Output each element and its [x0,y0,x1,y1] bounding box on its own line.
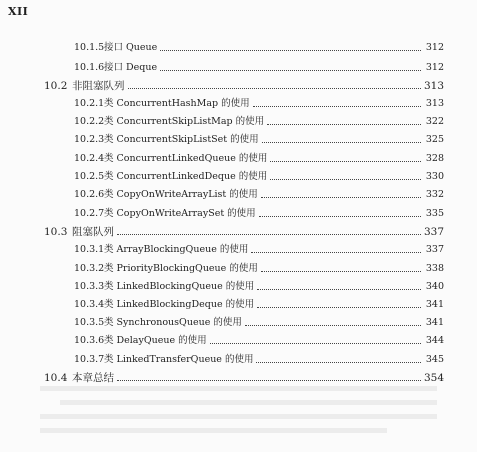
toc-subsection-entry [74,134,444,146]
show-through-line [40,386,437,391]
toc-entry-number: 10.2.6 [74,189,105,200]
toc-subsection-entry [74,171,444,183]
toc-section-entry [44,372,444,384]
toc-entry-page: 341 [425,299,444,310]
dot-leader [270,161,421,162]
dot-leader [259,216,421,217]
toc-subsection-entry [74,42,444,54]
toc-subsection-entry [74,335,444,347]
toc-subsection-entry [74,354,444,366]
page-number: XII [8,5,29,18]
dot-leader [253,106,421,107]
dot-leader [160,70,421,71]
toc-entry-title: 接口 Deque [104,62,158,73]
toc-entry-title: 类 ConcurrentHashMap 的使用 [104,98,250,109]
dot-leader [117,380,421,381]
toc-entry-number: 10.1.5 [74,42,105,53]
toc-entry-number: 10.3 [44,226,68,238]
toc-subsection-entry [74,153,444,165]
toc-entry-number: 10.2.5 [74,171,105,182]
toc-entry-page: 313 [423,80,444,92]
toc-entry-title: 非阻塞队列 [72,80,125,92]
toc-entry-number: 10.3.6 [74,335,105,346]
toc-entry-title: 类 ConcurrentSkipListSet 的使用 [104,134,259,145]
toc-entry-title: 类 DelayQueue 的使用 [104,335,207,346]
toc-entry-title: 阻塞队列 [72,226,114,238]
toc-entry-page: 337 [423,226,444,238]
toc-entry-title: 类 ConcurrentSkipListMap 的使用 [104,116,265,127]
toc-entry-number: 10.1.6 [74,62,105,73]
toc-subsection-entry [74,281,444,293]
dot-leader [128,88,421,89]
toc-subsection-entry [74,62,444,74]
toc-entry-page: 322 [425,116,444,127]
toc-entry-page: 313 [425,98,444,109]
toc-entry-page: 340 [425,281,444,292]
toc-subsection-entry [74,189,444,201]
toc-entry-number: 10.2 [44,80,68,92]
toc-entry-number: 10.3.2 [74,263,105,274]
toc-entry-title: 类 ArrayBlockingQueue 的使用 [104,244,249,255]
dot-leader [256,362,421,363]
toc-subsection-entry [74,98,444,110]
toc-entry-title: 类 ConcurrentLinkedQueue 的使用 [104,153,268,164]
toc-entry-title: 本章总结 [72,372,114,384]
show-through-line [40,414,437,419]
dot-leader [257,307,421,308]
toc-subsection-entry [74,263,444,275]
toc-entry-number: 10.3.1 [74,244,105,255]
dot-leader [251,252,421,253]
toc-entry-title: 类 ConcurrentLinkedDeque 的使用 [104,171,268,182]
toc-entry-title: 类 CopyOnWriteArraySet 的使用 [104,208,256,219]
dot-leader [117,234,421,235]
toc-entry-page: 325 [425,134,444,145]
dot-leader [245,325,421,326]
dot-leader [160,50,421,51]
toc-entry-title: 类 PriorityBlockingQueue 的使用 [104,263,258,274]
toc-entry-page: 341 [425,317,444,328]
dot-leader [262,142,421,143]
toc-entry-number: 10.2.4 [74,153,105,164]
dot-leader [261,197,421,198]
toc-section-entry [44,80,444,92]
show-through-line [40,428,387,433]
toc-entry-page: 344 [425,335,444,346]
toc-entry-title: 类 CopyOnWriteArrayList 的使用 [104,189,258,200]
toc-entry-number: 10.2.3 [74,134,105,145]
toc-entry-title: 类 LinkedTransferQueue 的使用 [104,354,254,365]
toc-subsection-entry [74,244,444,256]
toc-entry-number: 10.3.4 [74,299,105,310]
toc-entry-number: 10.2.1 [74,98,105,109]
toc-subsection-entry [74,317,444,329]
toc-entry-number: 10.3.3 [74,281,105,292]
toc-entry-page: 330 [425,171,444,182]
toc-entry-page: 312 [425,42,444,53]
toc-entry-page: 332 [425,189,444,200]
toc-entry-page: 335 [425,208,444,219]
toc-entry-page: 337 [425,244,444,255]
toc-entry-title: 类 LinkedBlockingDeque 的使用 [104,299,255,310]
toc-section-entry [44,226,444,238]
show-through-line [60,400,437,405]
toc-entry-number: 10.3.7 [74,354,105,365]
toc-entry-page: 354 [423,372,444,384]
toc-entry-number: 10.2.2 [74,116,105,127]
toc-subsection-entry [74,208,444,220]
toc-entry-page: 312 [425,62,444,73]
dot-leader [270,179,421,180]
toc-entry-title: 接口 Queue [104,42,158,53]
dot-leader [257,289,421,290]
toc-entry-page: 328 [425,153,444,164]
toc-subsection-entry [74,116,444,128]
toc-entry-number: 10.4 [44,372,68,384]
toc-entry-page: 338 [425,263,444,274]
toc-entry-page: 345 [425,354,444,365]
dot-leader [261,271,421,272]
toc-entry-number: 10.3.5 [74,317,105,328]
toc-entry-title: 类 LinkedBlockingQueue 的使用 [104,281,255,292]
toc-entry-title: 类 SynchronousQueue 的使用 [104,317,242,328]
toc-subsection-entry [74,299,444,311]
toc-entry-number: 10.2.7 [74,208,105,219]
dot-leader [210,343,421,344]
dot-leader [267,124,421,125]
